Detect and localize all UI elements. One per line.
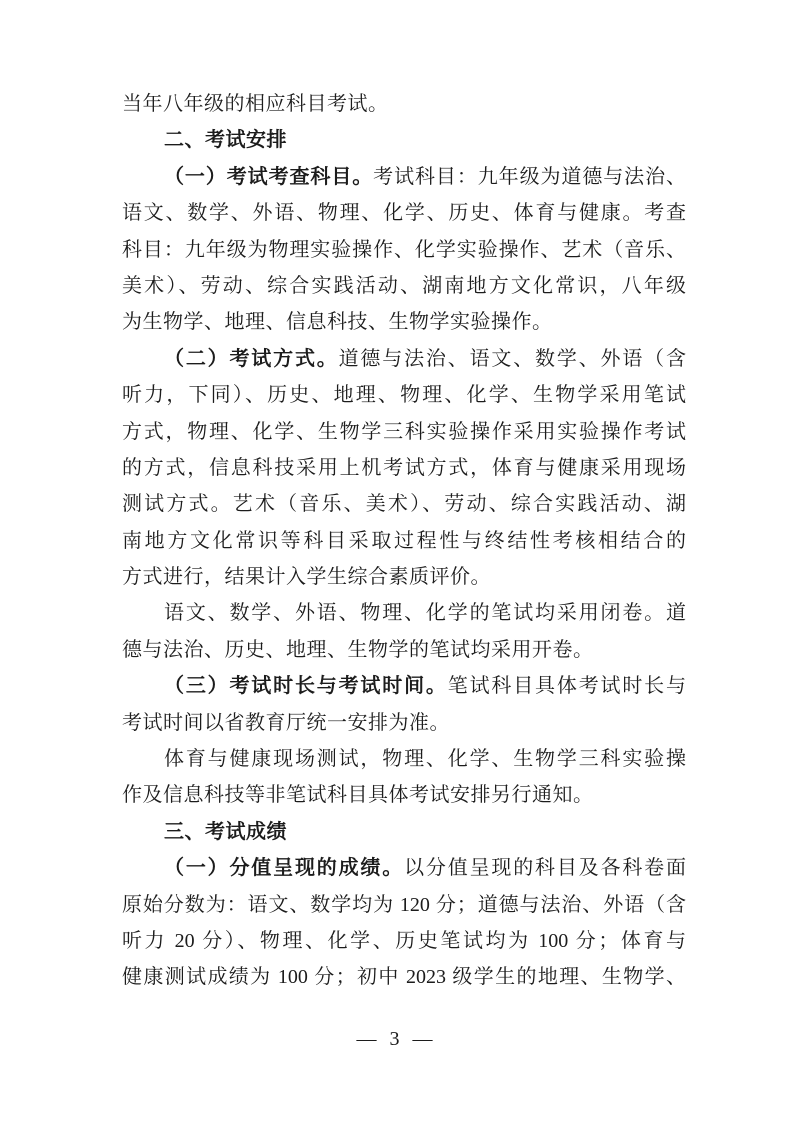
text-line [122,741,686,777]
text-line [122,814,686,850]
text-line [122,86,686,122]
body-text: 的方式，信息科技采用上机考试方式，体育与健康采用现场 [122,456,686,479]
text-line [122,777,686,813]
text-line [122,341,686,377]
text-line [122,632,686,668]
text-line [122,668,686,704]
document-body [122,86,686,996]
text-line [122,122,686,158]
body-text: 测试方式。艺术（音乐、美术）、劳动、综合实践活动、湖 [122,493,686,516]
body-text: 方式，物理、化学、生物学三科实验操作采用实验操作考试 [122,420,686,443]
body-text: 笔试科目具体考试时长与 [447,675,687,698]
body-text: 考试时间以省教育厅统一安排为准。 [122,711,450,734]
body-text: 作及信息科技等非笔试科目具体考试安排另行通知。 [122,784,594,807]
body-text: 语文、数学、外语、物理、化学、历史、体育与健康。考查 [122,202,686,225]
text-line [122,923,686,959]
text-line [122,414,686,450]
text-line [122,268,686,304]
text-line [122,523,686,559]
heading-text: （一）分值呈现的成绩。 [164,857,405,880]
body-text: 当年八年级的相应科目考试。 [122,93,389,115]
text-line [122,850,686,886]
page-number: — 3 — [356,1028,437,1050]
text-line [122,559,686,595]
text-line [122,377,686,413]
body-text: 听力 20 分）、物理、化学、历史笔试均为 100 分；体育与 [122,929,686,952]
body-text: 考试科目：九年级为道德与法治、 [373,165,687,188]
body-text: 原始分数为：语文、数学均为 120 分；道德与法治、外语（含 [122,893,686,916]
body-text: 南地方文化常识等科目采取过程性与终结性考核相结合的 [122,529,686,552]
text-line [122,159,686,195]
heading-text: （三）考试时长与考试时间。 [164,675,448,698]
text-line [122,959,686,995]
text-line [122,486,686,522]
body-text: 德与法治、历史、地理、生物学的笔试均采用开卷。 [122,638,594,661]
text-line [122,705,686,741]
text-line [122,304,686,340]
body-text: 语文、数学、外语、物理、化学的笔试均采用闭卷。道 [164,602,686,625]
heading-text: 三、考试成绩 [164,820,287,843]
body-text: 健康测试成绩为 100 分；初中 2023 级学生的地理、生物学、 [122,966,686,989]
text-line [122,195,686,231]
text-line [122,232,686,268]
text-line [122,595,686,631]
body-text: 听力，下同）、历史、地理、物理、化学、生物学采用笔试 [122,384,686,407]
heading-text: 二、考试安排 [164,129,287,152]
heading-text: （二）考试方式。 [164,347,339,370]
body-text: 以分值呈现的科目及各科卷面 [404,857,687,880]
heading-text: （一）考试考查科目。 [164,165,374,188]
body-text: 体育与健康现场测试，物理、化学、生物学三科实验操 [164,748,686,771]
body-text: 道德与法治、语文、数学、外语（含 [338,347,687,370]
body-text: 方式进行，结果计入学生综合素质评价。 [122,566,491,589]
body-text: 美术）、劳动、综合实践活动、湖南地方文化常识，八年级 [122,274,686,297]
body-text: 为生物学、地理、信息科技、生物学实验操作。 [122,311,553,334]
text-line [122,887,686,923]
body-text: 科目：九年级为物理实验操作、化学实验操作、艺术（音乐、 [122,238,686,261]
page-footer [0,1028,793,1051]
text-line [122,450,686,486]
